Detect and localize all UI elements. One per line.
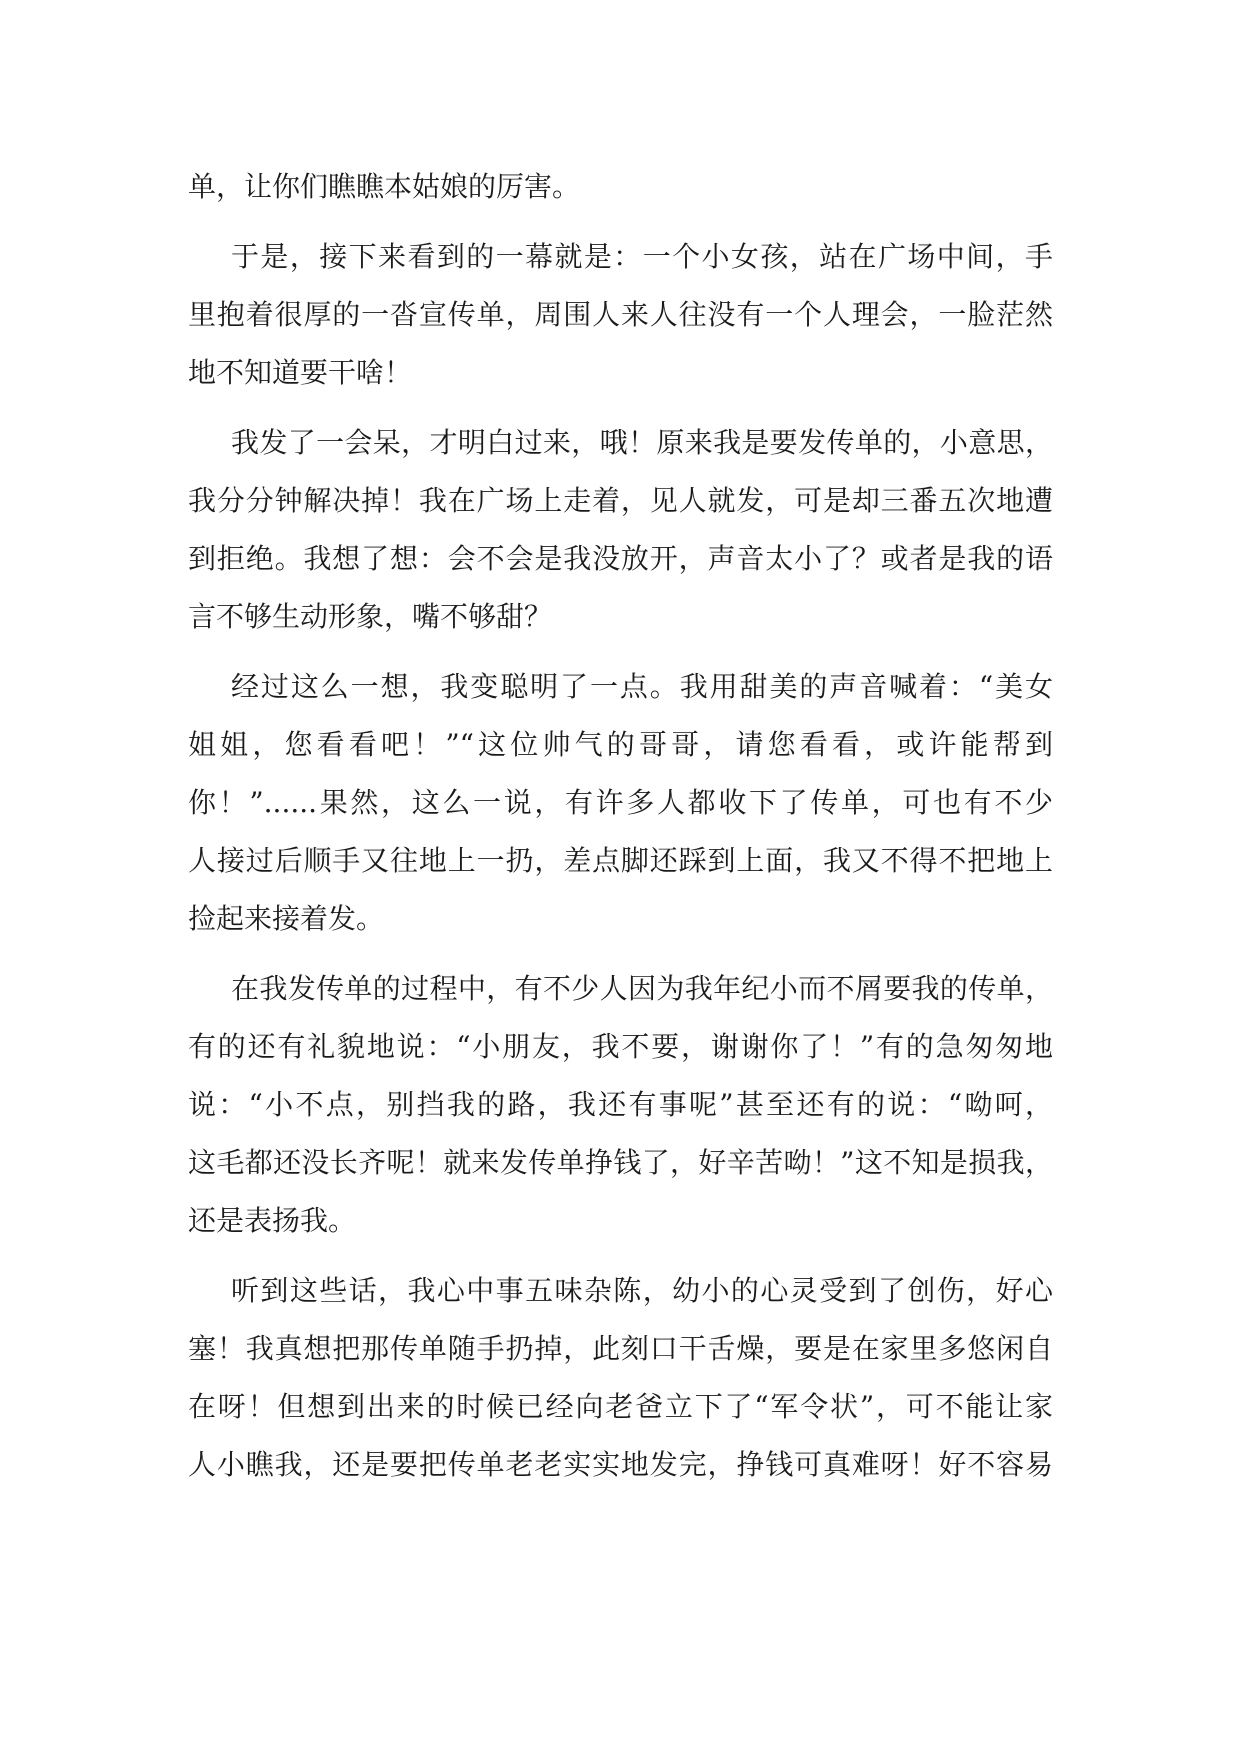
text-line: 到拒绝。我想了想：会不会是我没放开，声音太小了？或者是我的语 [188, 542, 1053, 575]
text-line: 于是，接下来看到的一幕就是：一个小女孩，站在广场中间，手 [231, 240, 1053, 273]
text-line: 有的还有礼貌地说：“小朋友，我不要，谢谢你了！”有的急匆匆地 [188, 1030, 1053, 1063]
text-line: 这毛都还没长齐呢！就来发传单挣钱了，好辛苦呦！”这不知是损我， [188, 1146, 1053, 1179]
paragraph [188, 1262, 1053, 1494]
text-line: 里抱着很厚的一沓宣传单，周围人来人往没有一个人理会，一脸茫然 [188, 298, 1053, 331]
text-line: 听到这些话，我心中事五味杂陈，幼小的心灵受到了创伤，好心 [231, 1274, 1053, 1307]
text-line: 我发了一会呆，才明白过来，哦！原来我是要发传单的，小意思， [231, 426, 1053, 459]
paragraph [188, 960, 1053, 1250]
text-line: 说：“小不点，别挡我的路，我还有事呢”甚至还有的说：“呦呵， [188, 1088, 1053, 1121]
text-line: 单，让你们瞧瞧本姑娘的厉害。 [188, 170, 581, 203]
paragraph [188, 228, 1053, 402]
paragraph [188, 158, 1053, 216]
body-text [188, 158, 1053, 1494]
text-line: 在我发传单的过程中，有不少人因为我年纪小而不屑要我的传单， [231, 972, 1053, 1005]
paragraph [188, 414, 1053, 646]
text-line: 你！”......果然，这么一说，有许多人都收下了传单，可也有不少 [188, 786, 1053, 819]
text-line: 我分分钟解决掉！我在广场上走着，见人就发，可是却三番五次地遭 [188, 484, 1053, 517]
text-line: 在呀！但想到出来的时候已经向老爸立下了“军令状”，可不能让家 [188, 1390, 1053, 1423]
text-line: 言不够生动形象，嘴不够甜？ [188, 600, 553, 633]
text-line: 捡起来接着发。 [188, 902, 385, 935]
paragraph [188, 658, 1053, 948]
text-line: 还是表扬我。 [188, 1204, 357, 1237]
text-line: 人小瞧我，还是要把传单老老实实地发完，挣钱可真难呀！好不容易 [188, 1448, 1053, 1481]
text-line: 姐姐，您看看吧！”“这位帅气的哥哥，请您看看，或许能帮到 [188, 728, 1053, 761]
text-line: 人接过后顺手又往地上一扔，差点脚还踩到上面，我又不得不把地上 [188, 844, 1053, 877]
text-line: 塞！我真想把那传单随手扔掉，此刻口干舌燥，要是在家里多悠闲自 [188, 1332, 1053, 1365]
text-line: 地不知道要干啥！ [188, 356, 413, 389]
text-line: 经过这么一想，我变聪明了一点。我用甜美的声音喊着：“美女 [231, 670, 1053, 703]
